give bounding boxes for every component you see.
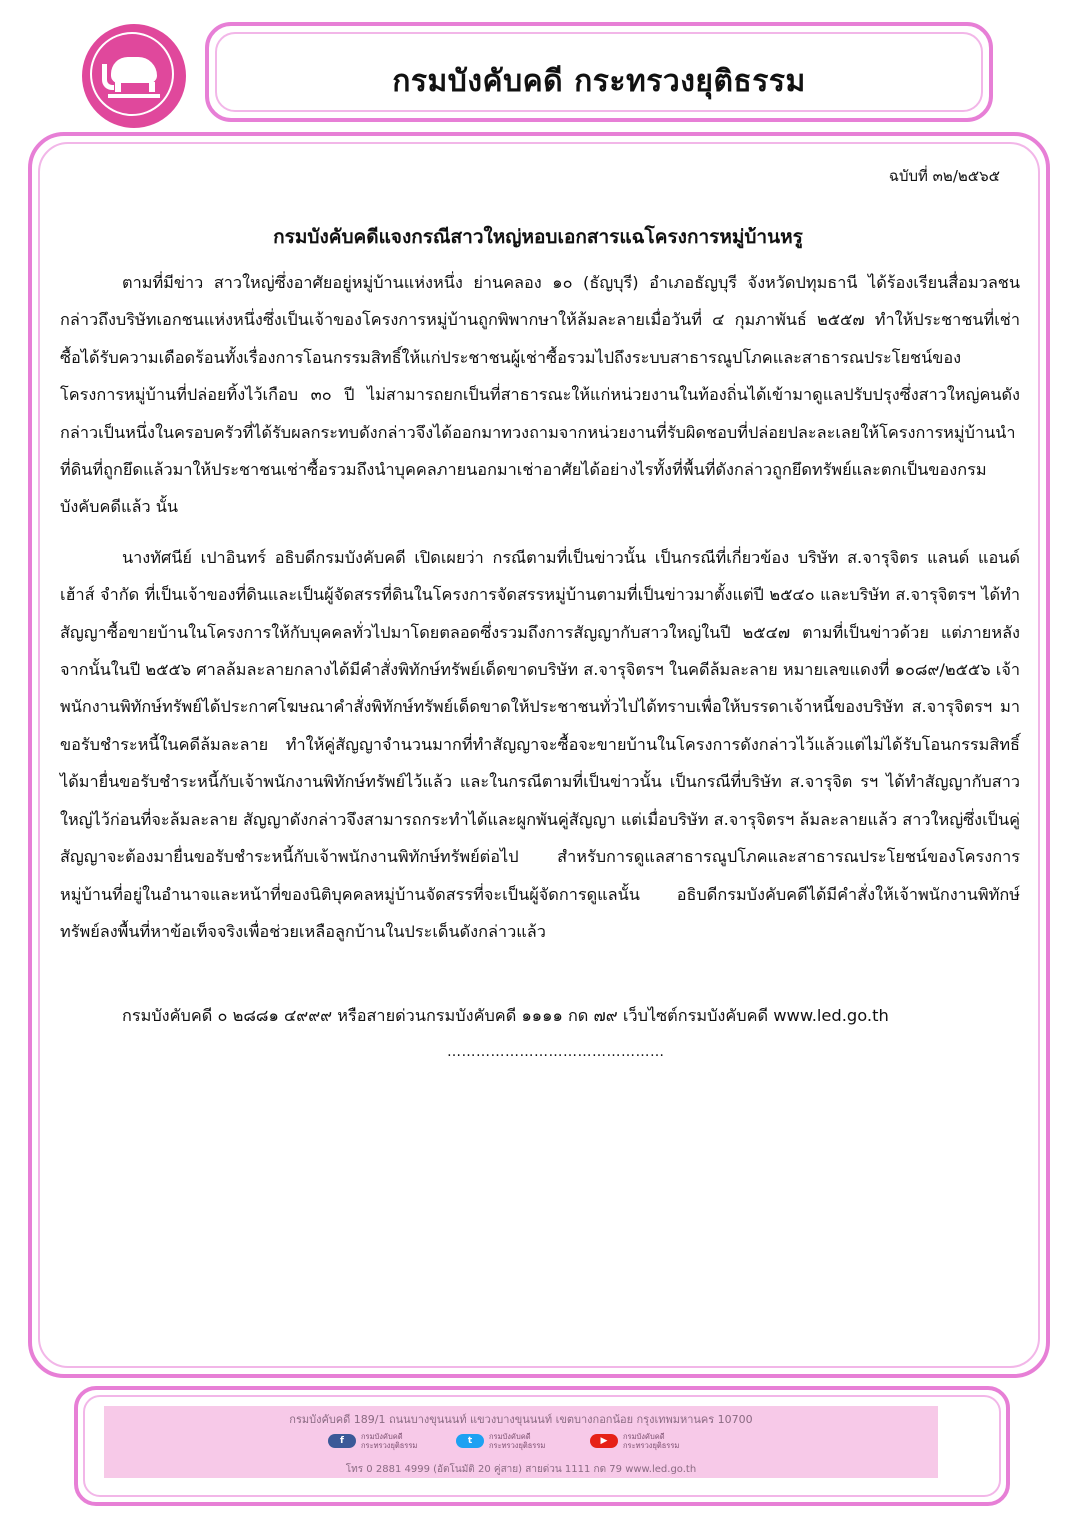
header-frame: [205, 22, 993, 122]
footer-phone-line: โทร 0 2881 4999 (อัตโนมัติ 20 คู่สาย) สายด่วน 1111 กด 79 www.led.go.th: [345, 1464, 697, 1475]
footer-address: กรมบังคับคดี 189/1 ถนนบางขุนนนท์ แขวงบางขุนนนท์ เขตบางกอกน้อย กรุงเทพมหานคร 10700: [289, 1413, 753, 1426]
facebook-icon: f: [328, 1434, 356, 1448]
youtube-label: กรมบังคับคดี กระทรวงยุติธรรม: [623, 1432, 680, 1450]
twitter-label: กรมบังคับคดี กระทรวงยุติธรรม: [489, 1432, 546, 1450]
department-title: กรมบังคับคดี กระทรวงยุติธรรม: [392, 64, 806, 99]
facebook-label: กรมบังคับคดี กระทรวงยุติธรรม: [361, 1432, 418, 1450]
seal-base: [108, 94, 160, 98]
paragraph-1: ตามที่มีข่าว สาวใหญ่ซึ่งอาศัยอยู่หมู่บ้านแห่งหนึ่ง ย่านคลอง ๑๐ (ธัญบุรี) อำเภอธัญบุรี จังหวัดปทุมธานี ได้ร้องเรียนสื่อมวลชนกล่าวถึงบริษัทเอกชนแห่งหนึ่งซึ่งเป็นเจ้าของโครงการหมู่บ้านถูกพิพากษาให้ล้มละลายเมื่อวันที่ ๔ กุมภาพันธ์ ๒๕๕๗ ทำให้ประชาชนที่เช่าซื้อได้รับความเดือดร้อนทั้งเรื่องการโอนกรรมสิทธิ์ให้แก่ประชาชนผู้เช่าซื้อรวมไปถึงระบบสาธารณูปโภคและสาธารณประโยชน์ของโครงการหมู่บ้านที่ปล่อยทิ้งไว้เกือบ ๓๐ ปี ไม่สามารถยกเป็นที่สาธารณะให้แก่หน่วยงานในท้องถิ่นได้เข้ามาดูแลปรับปรุงซึ่งสาวใหญ่คนดังกล่าวเป็นหนึ่งในครอบครัวที่ได้รับผลกระทบดังกล่าวจึงได้ออกมาทวงถามจากหน่วยงานที่รับผิดชอบที่ปล่อยปละละเลยให้โครงการหมู่บ้านนำที่ดินที่ถูกยึดแล้วมาให้ประชาชนเช่าซื้อรวมถึงนำบุคคลภายนอกมาเช่าอาศัยได้อย่างไรทั้งที่พื้นที่ดังกล่าวถูกยึดทรัพย์และตกเป็นของกรมบังคับคดีแล้ว นั้น: [60, 273, 1020, 517]
document-title: กรมบังคับคดีแจงกรณีสาวใหญ่หอบเอกสารแฉโครงการหมู่บ้านหรู: [273, 226, 803, 248]
social-facebook[interactable]: [328, 1432, 417, 1450]
social-twitter[interactable]: [456, 1432, 545, 1450]
footer-band: [104, 1406, 938, 1478]
end-marker: ………………………………………: [447, 1044, 665, 1060]
issue-number: ฉบับที่ ๓๒/๒๕๖๕: [888, 167, 1000, 185]
seal-elephant-trunk: [102, 64, 114, 90]
social-youtube[interactable]: [590, 1432, 679, 1450]
department-seal-logo: [82, 24, 186, 128]
seal-elephant: [111, 57, 157, 83]
paragraph-2: นางทัศนีย์ เปาอินทร์ อธิบดีกรมบังคับคดี เปิดเผยว่า กรณีตามที่เป็นข่าวนั้น เป็นกรณีที่เกี่ยวข้อง บริษัท ส.จารุจิตร แลนด์ แอนด์ เฮ้าส์ จำกัด ที่เป็นเจ้าของที่ดินและเป็นผู้จัดสรรที่ดินในโครงการจัดสรรหมู่บ้านตามที่เป็นข่าวมาตั้งแต่ปี ๒๕๔๐ และบริษัท ส.จารุจิตรฯ ได้ทำสัญญาซื้อขายบ้านในโครงการให้กับบุคคลทั่วไปมาโดยตลอดซึ่งรวมถึงการสัญญากับสาวใหญ่ในปี ๒๕๔๗ ตามที่เป็นข่าวด้วย แต่ภายหลังจากนั้นในปี ๒๕๕๖ ศาลล้มละลายกลางได้มีคำสั่งพิทักษ์ทรัพย์เด็ดขาดบริษัท ส.จารุจิตรฯ ในคดีล้มละลาย หมายเลขแดงที่ ๑๐๘๙/๒๕๕๖ เจ้าพนักงานพิทักษ์ทรัพย์ได้ประกาศโฆษณาคำสั่งพิทักษ์ทรัพย์เด็ดขาดให้ประชาชนทั่วไปได้ทราบเพื่อให้บรรดาเจ้าหนี้ของบริษัท ส.จารุจิตรฯ มาขอรับชำระหนี้ในคดีล้มละลาย ทำให้คู่สัญญาจำนวนมากที่ทำสัญญาจะซื้อจะขายบ้านในโครงการดังกล่าวไว้แล้วแต่ไม่ได้รับโอนกรรมสิทธิ์ได้มายื่นขอรับชำระหนี้กับเจ้าพนักงานพิทักษ์ทรัพย์ไว้แล้ว และในกรณีตามที่เป็นข่าวนั้น เป็นกรณีที่บริษัท ส.จารุจิต รฯ ได้ทำสัญญากับสาวใหญ่ไว้ก่อนที่จะล้มละลาย สัญญาดังกล่าวจึงสามารถกระทำได้และผูกพันคู่สัญญา แต่เมื่อบริษัท ส.จารุจิตรฯ ล้มละลายแล้ว สาวใหญ่ซึ่งเป็นคู่สัญญาจะต้องมายื่นขอรับชำระหนี้กับเจ้าพนักงานพิทักษ์ทรัพย์ต่อไป สำหรับการดูแลสาธารณูปโภคและสาธารณประโยชน์ของโครงการหมู่บ้านที่อยู่ในอำนาจและหน้าที่ของนิติบุคคลหมู่บ้านจัดสรรที่จะเป็นผู้จัดการดูแลนั้น อธิบดีกรมบังคับคดีได้มีคำสั่งให้เจ้าพนักงานพิทักษ์ทรัพย์ลงพื้นที่หาข้อเท็จจริงเพื่อช่วยเหลือลูกบ้านในประเด็นดังกล่าวแล้ว: [60, 547, 1020, 941]
youtube-icon: ▶: [590, 1434, 618, 1448]
document-body: [60, 264, 1020, 950]
seal-elephant-legs: [115, 82, 155, 92]
contact-line: กรมบังคับคดี ๐ ๒๘๘๑ ๔๙๙๙ หรือสายด่วนกรมบังคับคดี ๑๑๑๑ กด ๗๙ เว็บไซต์กรมบังคับคดี www.led.go.th: [122, 1006, 889, 1025]
twitter-icon: t: [456, 1434, 484, 1448]
